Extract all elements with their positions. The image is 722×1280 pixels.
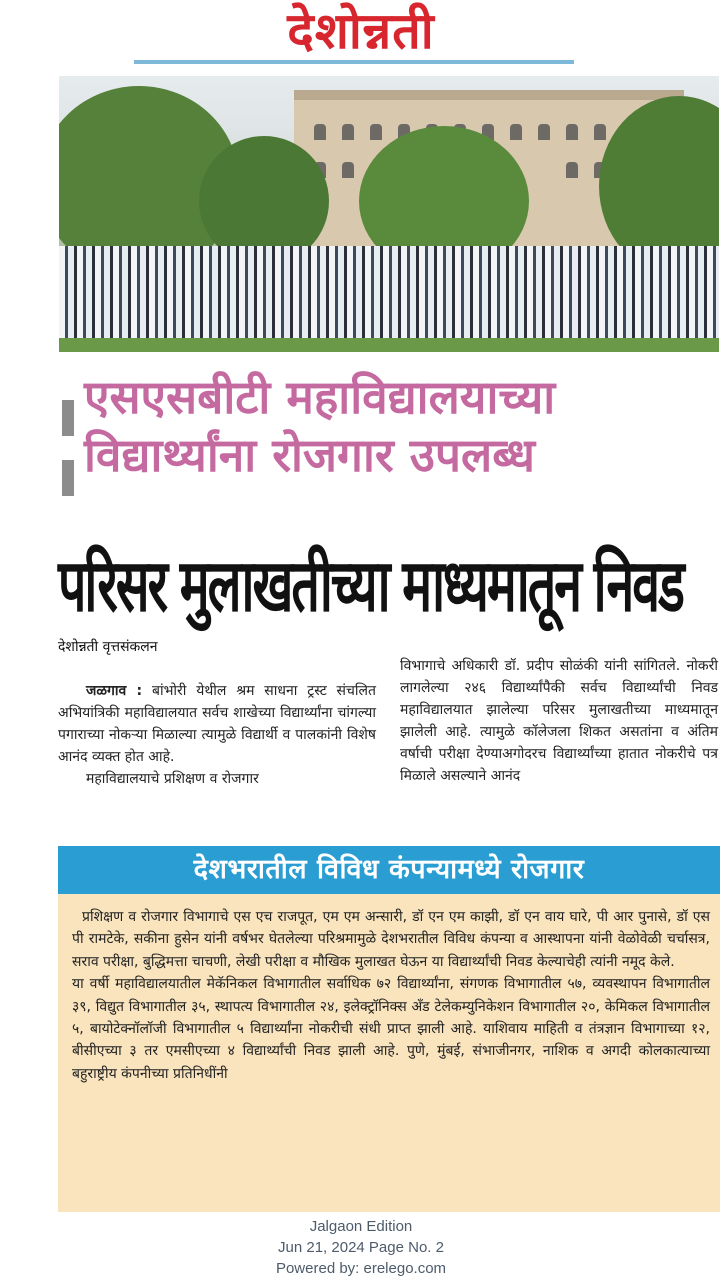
subheading-banner: देशभरातील विविध कंपन्यामध्ये रोजगार xyxy=(58,846,720,894)
headline-line-2: विद्यार्थ्यांना रोजगार उपलब्ध xyxy=(84,428,535,482)
masthead-rule xyxy=(134,60,574,64)
article-column-right xyxy=(400,655,718,787)
byline: देशोन्नती वृत्तसंकलन xyxy=(58,639,158,655)
main-headline: परिसर मुलाखतीच्या माध्यमातून निवड xyxy=(58,543,683,629)
news-photo xyxy=(59,76,719,352)
article-paragraph: महाविद्यालयाचे प्रशिक्षण व रोजगार xyxy=(86,771,259,787)
box-paragraph: प्रशिक्षण व रोजगार विभागाचे एस एच राजपूत, एम एम अन्सारी, डॉ एन एम काझी, डॉ एन वाय घारे, पी आर पुनासे, डॉ एस पी रामटेके, सकीना हुसेन यांनी वर्षभर घेतलेल्या परिश्रमामुळे देशभरातील विविध कंपन्या व आस्थापना यांनी वेळोवेळी चर्चासत्र, सराव परीक्षा, बुद्धिमत्ता चाचणी, लेखी परीक्षा व मौखिक मुलाखत घेऊन या विद्यार्थ्यांची निवड केल्याचेही त्यांनी नमूद केले. xyxy=(72,909,710,970)
headline-bar xyxy=(62,400,74,436)
highlight-box xyxy=(58,894,720,1212)
box-paragraph: या वर्षी महाविद्यालयातील मेकॅनिकल विभागातील सर्वाधिक ७२ विद्यार्थ्यांना, संगणक विभागातील ५७, व्यवस्थापन विभागातील ३९, विद्युत विभागातील ३५, स्थापत्य विभागातील २४, इलेक्ट्रॉनिक्स अँड टेलेकम्युनिकेशन विभागातील २०, केमिकल विभागातील ५, बायोटेक्नॉलॉजी विभागातील ५ विद्यार्थ्यांना नोकरीची संधी प्राप्त झाली आहे. याशिवाय माहिती व तंत्रज्ञान विभागाच्या १२, बीसीएच्या ३ तर एमसीएच्या ४ विद्यार्थ्यांची निवड झाली आहे. पुणे, मुंबई, संभाजीनगर, नाशिक व अगदी कोलकात्याच्या बहुराष्ट्रीय कंपनीच्या प्रतिनिधींनी xyxy=(72,976,710,1082)
article-column-left xyxy=(58,680,376,790)
dateline: जळगाव : xyxy=(86,683,143,699)
footer xyxy=(0,1216,722,1279)
headline-bar xyxy=(62,460,74,496)
headline-line-1: एसएसबीटी महाविद्यालयाच्या xyxy=(84,370,556,424)
masthead xyxy=(0,0,722,66)
newspaper-logo: देशोन्नती xyxy=(287,2,435,60)
date-page-label: Jun 21, 2024 Page No. 2 xyxy=(278,1239,444,1256)
photo-student-group xyxy=(59,246,719,344)
edition-label: Jalgaon Edition xyxy=(309,1218,413,1235)
article-paragraph: विभागाचे अधिकारी डॉ. प्रदीप सोळंकी यांनी सांगितले. नोकरी लागलेल्या २४६ विद्यार्थ्यांपैकी सर्वच विद्यार्थ्यांची निवड महाविद्यालयात झालेल्या परिसर मुलाखतीच्या माध्यमातून झालेली आहे. त्यामुळे कॉलेजला शिकत असतांना व अंतिम वर्षाची परीक्षा देण्याअगोदरच विद्यार्थ्यांच्या हातात नोकरीचे पत्र मिळाले असल्याने आनंद xyxy=(400,658,718,784)
article-paragraph: बांभोरी येथील श्रम साधना ट्रस्ट संचलित अभियांत्रिकी महाविद्यालयात सर्वच शाखेच्या विद्यार्थ्यांना चांगल्या पगाराच्या नोकऱ्या मिळाल्या त्यामुळे विद्यार्थी व पालकांनी विशेष आनंद व्यक्त होत आहे. xyxy=(58,683,377,765)
headline-kicker xyxy=(84,368,704,484)
powered-by-link[interactable]: Powered by: erelego.com xyxy=(275,1260,447,1277)
photo-grass xyxy=(59,338,719,352)
